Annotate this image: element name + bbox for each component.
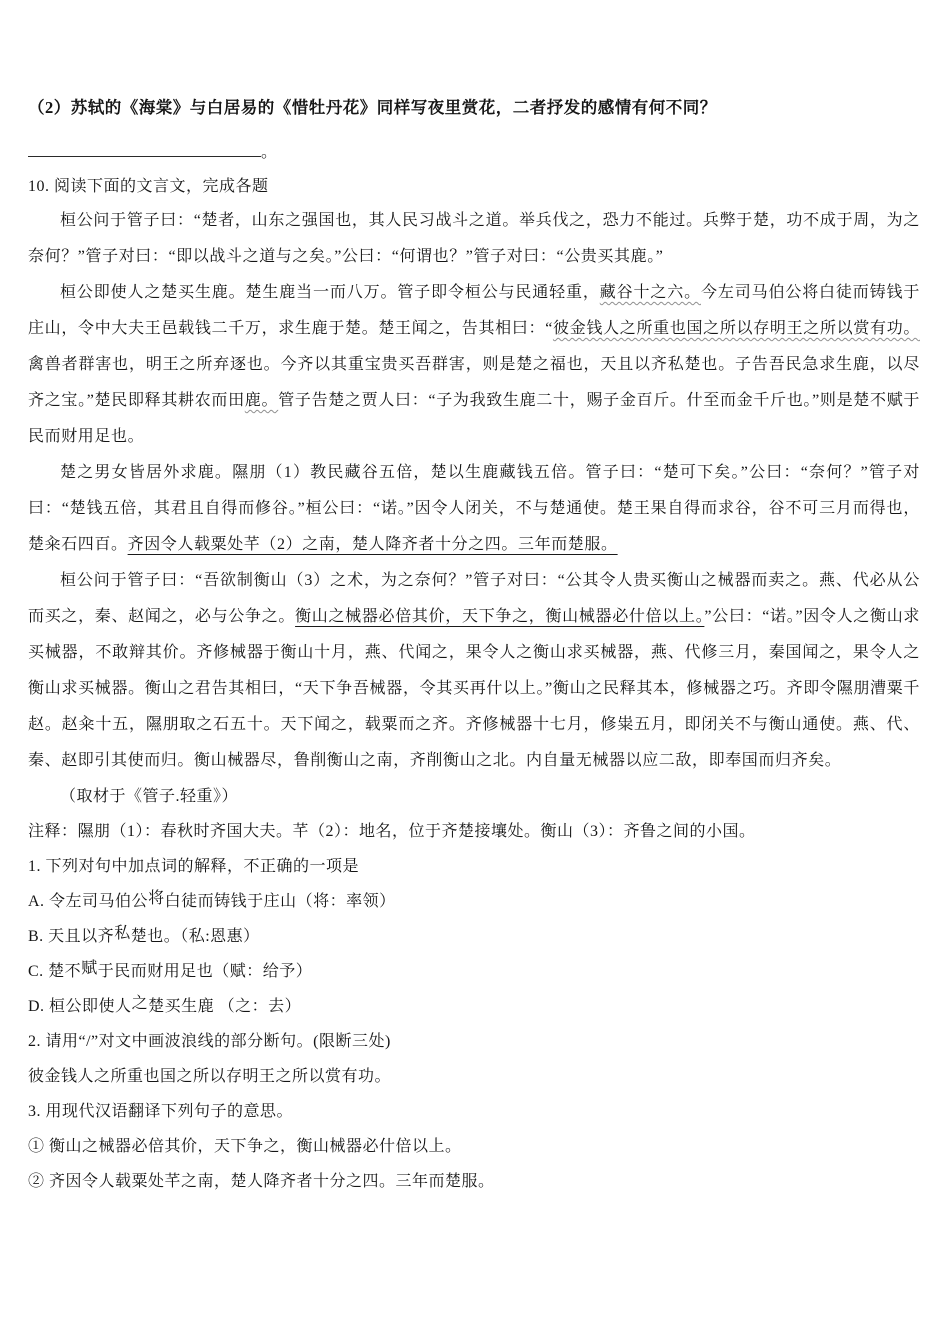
option-b <box>28 919 920 954</box>
passage-text: 桓公问于管子曰：“楚者，山东之强国也，其人民习战斗之道。举兵伐之，恐力不能过。兵弊于楚，功不成于周，为之奈何？”管子对曰：“即以战斗之道与之矣。”公曰：“何谓也？”管子对曰：“公贵买其鹿。” <box>28 212 920 265</box>
option-a <box>28 884 920 919</box>
question-3-item-1: ① 衡山之械器必倍其价，天下争之，衡山械器必什倍以上。 <box>28 1138 462 1155</box>
option-text: 楚买生鹿 （之：去） <box>148 998 302 1015</box>
passage-text: 今左司马伯公将白徒而铸钱于庄山，令中大夫王邑载钱二千万，求生鹿于楚。楚王闻之，告其相曰：“ <box>28 284 920 337</box>
option-text: B. 天且以齐 <box>28 928 115 945</box>
passage-text: 桓公问于管子曰：“吾欲制衡山（3）之术，为之奈何？”管子对曰：“公其令人贵买衡山之械器而卖之。燕、代必从公而买之，秦、赵闻之，必与公争之。 <box>28 572 920 625</box>
emphasized-word: 之 <box>131 994 149 1012</box>
passage-notes: 注释：隰朋（1）：春秋时齐国大夫。芊（2）：地名，位于齐楚接壤处。衡山（3）：齐鲁之间的小国。 <box>28 823 756 840</box>
wavy-underlined-text: 藏谷十之六。 <box>599 284 701 301</box>
option-text: C. 楚不 <box>28 963 82 980</box>
passage-source: （取材于《管子.轻重》） <box>60 788 239 805</box>
passage-text: ”公曰：“诺。”因令人之衡山求买械器，不敢辩其价。齐修械器于衡山十月，燕、代闻之，果令人之衡山求买械器，燕、代修三月，秦国闻之，果令人之衡山求买械器。衡山之君告其相曰，“天下争吾械器，令其买再什以上。”衡山之民释其本，修械器之巧。齐即令隰朋漕粟千赵。赵籴十五，隰朋取之石五十。天下闻之，载粟而之齐。齐修械器十七月，修粜五月，即闭关不与衡山通使。燕、代、秦、赵即引其使而归。衡山械器尽，鲁削衡山之南，齐削衡山之北。内自量无械器以应二敌，即奉国而归齐矣。 <box>28 608 920 769</box>
question-2-sentence: 彼金钱人之所重也国之所以存明王之所以赏有功。 <box>28 1068 392 1085</box>
question-2-heading: （2）苏轼的《海棠》与白居易的《惜牡丹花》同样写夜里赏花，二者抒发的感情有何不同？ <box>28 98 717 117</box>
passage-text: 管子告楚之贾人曰：“子为我致生鹿二十，赐子金百斤。什至而金千斤也。”则是楚不赋于民而财用足也。 <box>28 392 920 445</box>
passage-text: 桓公即使人之楚买生鹿。楚生鹿当一而八万。管子即令桓公与民通轻重， <box>60 284 600 301</box>
passage-paragraph-4 <box>28 563 920 779</box>
questions-section <box>28 779 920 1199</box>
emphasized-word: 赋 <box>81 959 98 977</box>
passage-text: 禽兽者群害也，明王之所弃逐也。今齐以其重宝贵买吾群害，则是楚之福也，天且以齐私楚也。子告吾民急求生鹿，以尽齐之宝。”楚民即释其耕农而田 <box>28 356 920 409</box>
question-10-label: 10. 阅读下面的文言文，完成各题 <box>28 178 269 195</box>
passage-paragraph-2 <box>28 275 920 455</box>
solid-underlined-text: 衡山之械器必倍其价，天下争之，衡山械器必什倍以上。 <box>295 608 705 625</box>
emphasized-word: 私 <box>114 924 131 942</box>
passage-paragraph-3 <box>28 455 920 563</box>
classical-passage <box>28 203 920 779</box>
option-d <box>28 989 920 1024</box>
emphasized-word: 将 <box>148 889 165 907</box>
question-3-item-2: ② 齐因令人载粟处芊之南，楚人降齐者十分之四。三年而楚服。 <box>28 1173 495 1190</box>
answer-blank-rule <box>28 141 261 157</box>
answer-blank-period: 。 <box>261 144 278 161</box>
question-1-label: 1. 下列对句中加点词的解释，不正确的一项是 <box>28 858 360 875</box>
solid-underlined-text: 齐因令人载粟处芊（2）之南，楚人降齐者十分之四。三年而楚服。 <box>127 536 618 553</box>
option-text: A. 令左司马伯公 <box>28 893 149 910</box>
wavy-underlined-text: 彼金钱人之所重也国之所以存明王之所以赏有功。 <box>552 320 920 337</box>
option-text: D. 桓公即使人 <box>28 998 132 1015</box>
option-c <box>28 954 920 989</box>
question-2-label: 2. 请用“/”对文中画波浪线的部分断句。(限断三处) <box>28 1033 391 1050</box>
wavy-underlined-text: 鹿。 <box>244 392 279 409</box>
option-text: 白徒而铸钱于庄山（将：率领） <box>164 893 396 910</box>
option-text: 于民而财用足也（赋：给予） <box>97 963 313 980</box>
option-text: 楚也。（私:恩惠） <box>130 928 260 945</box>
passage-paragraph-1 <box>28 203 920 275</box>
answer-blank-line <box>28 141 920 163</box>
question-3-label: 3. 用现代汉语翻译下列句子的意思。 <box>28 1103 294 1120</box>
passage-text: 楚之男女皆居外求鹿。隰朋（1）教民藏谷五倍，楚以生鹿藏钱五倍。管子曰：“楚可下矣。”公曰：“奈何？”管子对曰：“楚钱五倍，其君且自得而修谷。”桓公曰：“诺。”因令人闭关，不与楚通使。楚王果自得而求谷，谷不可三月而得也，楚籴石四百。 <box>28 464 920 553</box>
